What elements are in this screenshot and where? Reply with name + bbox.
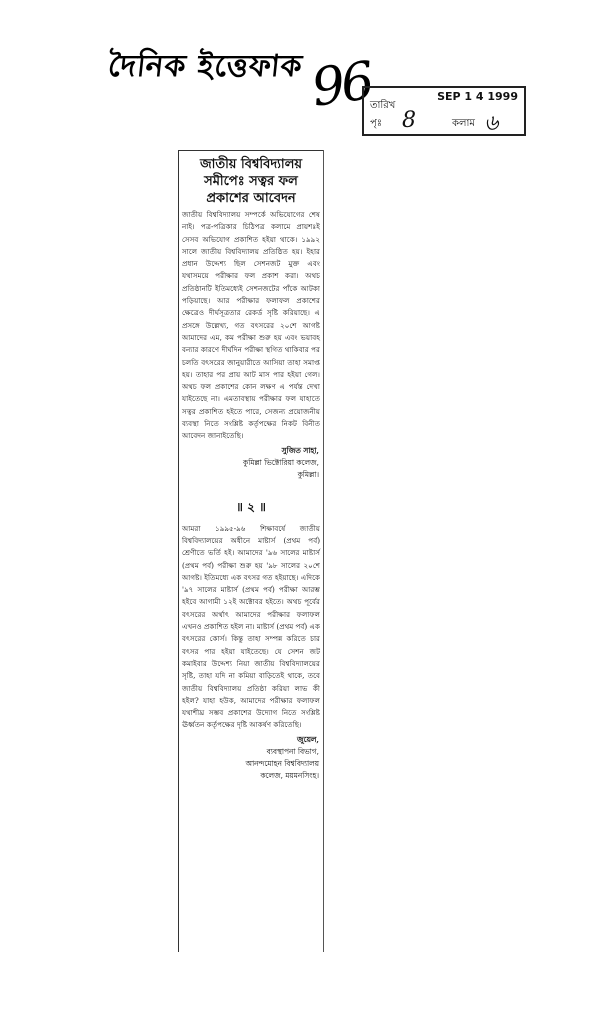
headline-line-3: প্রকাশের আবেদন (206, 191, 296, 206)
newspaper-masthead: দৈনিক ইত্তেফাক (106, 49, 305, 84)
article-headline (179, 156, 323, 207)
stamp-date-label: তারিখ (370, 100, 396, 111)
clipping-top-edge (179, 150, 323, 154)
letter-2-affiliation-1: ব্যবস্থাপনা বিভাগ, (266, 746, 319, 756)
letter-2-body: আমরা ১৯৯৫-৯৬ শিক্ষাবর্ষে জাতীয় বিশ্ববিদ্যালয়ের অধীনে মাষ্টার্স (প্রথম পর্ব) শ্রেণীতে ভর্তি হই। আমাদের '৯৬ সালের মাষ্টার্স (প্রথম পর্ব) পরীক্ষা শুরু হয় '৯৮ সালের ২০শে আগষ্ট। ইতিমধ্যে এক বৎসর গত হইয়াছে। এদিকে '৯৭ সালের মাষ্টার্স (প্রথম পর্ব) পরীক্ষা আরম্ভ হইবে আগামী ১২ই অক্টোবর হইতে। অথচ পূর্বের বৎসরের অর্থাৎ আমাদের পরীক্ষার ফলাফল এখনও প্রকাশিত হইল না। মাষ্টার্স (প্রথম পর্ব) এক বৎসরের কোর্স। কিন্তু তাহা সম্পন্ন করিতে চার বৎসর পার হইয়া যাইতেছে। যে সেশন জট কমাইবার উদ্দেশ্য নিয়া জাতীয় বিশ্ববিদ্যালয়ের সৃষ্টি, তাহা যদি না কমিয়া বাড়িতেই থাকে, তবে জাতীয় বিশ্ববিদ্যালয় প্রতিষ্ঠা করিয়া লাভ কী হইল? যাহা হউক, আমাদের পরীক্ষার ফলাফল যথাশীঘ্র সম্ভব প্রকাশের উদ্যোগ নিতে সংশ্লিষ্ট ঊর্ধ্বতন কর্তৃপক্ষের দৃষ্টি আকর্ষণ করিতেছি। (182, 523, 320, 730)
letter-2-signature: জুয়েল, (296, 734, 319, 744)
letter-2-affiliation-2: আনন্দমোহন বিশ্ববিদ্যালয় (245, 758, 319, 768)
stamp-date: SEP 1 4 1999 (437, 90, 518, 103)
stamp-column-value: ৬ (484, 111, 499, 136)
letter-1-affiliation-2: কুমিল্লা। (297, 469, 319, 479)
handwritten-number: 96 (308, 51, 375, 119)
letter-1-affiliation-1: কুমিল্লা ভিক্টোরিয়া কলেজ, (243, 457, 319, 467)
headline-line-1: জাতীয় বিশ্ববিদ্যালয় (199, 157, 303, 172)
news-clipping (178, 150, 324, 952)
headline-line-2: সমীপেঃ সত্বর ফল (204, 174, 298, 189)
date-page-stamp (362, 86, 526, 136)
stamp-page-value: 8 (402, 108, 416, 133)
stamp-page-label: পৃঃ (370, 118, 383, 129)
letter-1-signature: সুজিত সাহা, (281, 445, 319, 455)
section-marker: ॥ ২ ॥ (236, 499, 266, 514)
stamp-column-label: কলাম (452, 118, 475, 129)
letter-2-affiliation-3: কলেজ, ময়মনসিংহ। (260, 770, 319, 780)
letter-1-body: জাতীয় বিশ্ববিদ্যালয় সম্পর্কে অভিযোগের শেষ নাই। পত্র-পত্রিকার চিঠিপত্র কলামে প্রায়শঃই সেসব অভিযোগ প্রকাশিত হইয়া থাকে। ১৯৯২ সালে জাতীয় বিশ্ববিদ্যালয় প্রতিষ্ঠিত হয়। ইহার প্রধান উদ্দেশ্য ছিল সেশনজট মুক্ত এবং যথাসময়ে পরীক্ষার ফল প্রকাশ করা। অথচ প্রতিষ্ঠানটি ইতিমধ্যেই সেশনজটের পাঁকে আটকা পড়িয়াছে। আর পরীক্ষার ফলাফল প্রকাশের ক্ষেত্রেও দীর্ঘসূত্রতার রেকর্ড সৃষ্টি করিয়াছে। এ প্রসঙ্গে উল্লেখ্য, গত বৎসরের ২০শে আগষ্ট আমাদের এম, কম পরীক্ষা শুরু হয় এবং ভয়াবহ বন্যার কারণে দীর্ঘদিন পরীক্ষা স্থগিত থাকিবার পর চলতি বৎসরের জানুয়ারীতে আসিয়া তাহা সমাপ্ত হয়। তাহার পর প্রায় আট মাস পার হইয়া গেল। অথচ ফল প্রকাশের কোন লক্ষণ এ পর্যন্ত দেখা যাইতেছে না। এমতাবস্থায় পরীক্ষার ফল যাহাতে সত্বর প্রকাশিত হইতে পারে, সেজন্য প্রয়োজনীয় ব্যবস্থা নিতে সংশ্লিষ্ট কর্তৃপক্ষের নিকট বিনীত আবেদন জানাইতেছি। (182, 210, 320, 441)
